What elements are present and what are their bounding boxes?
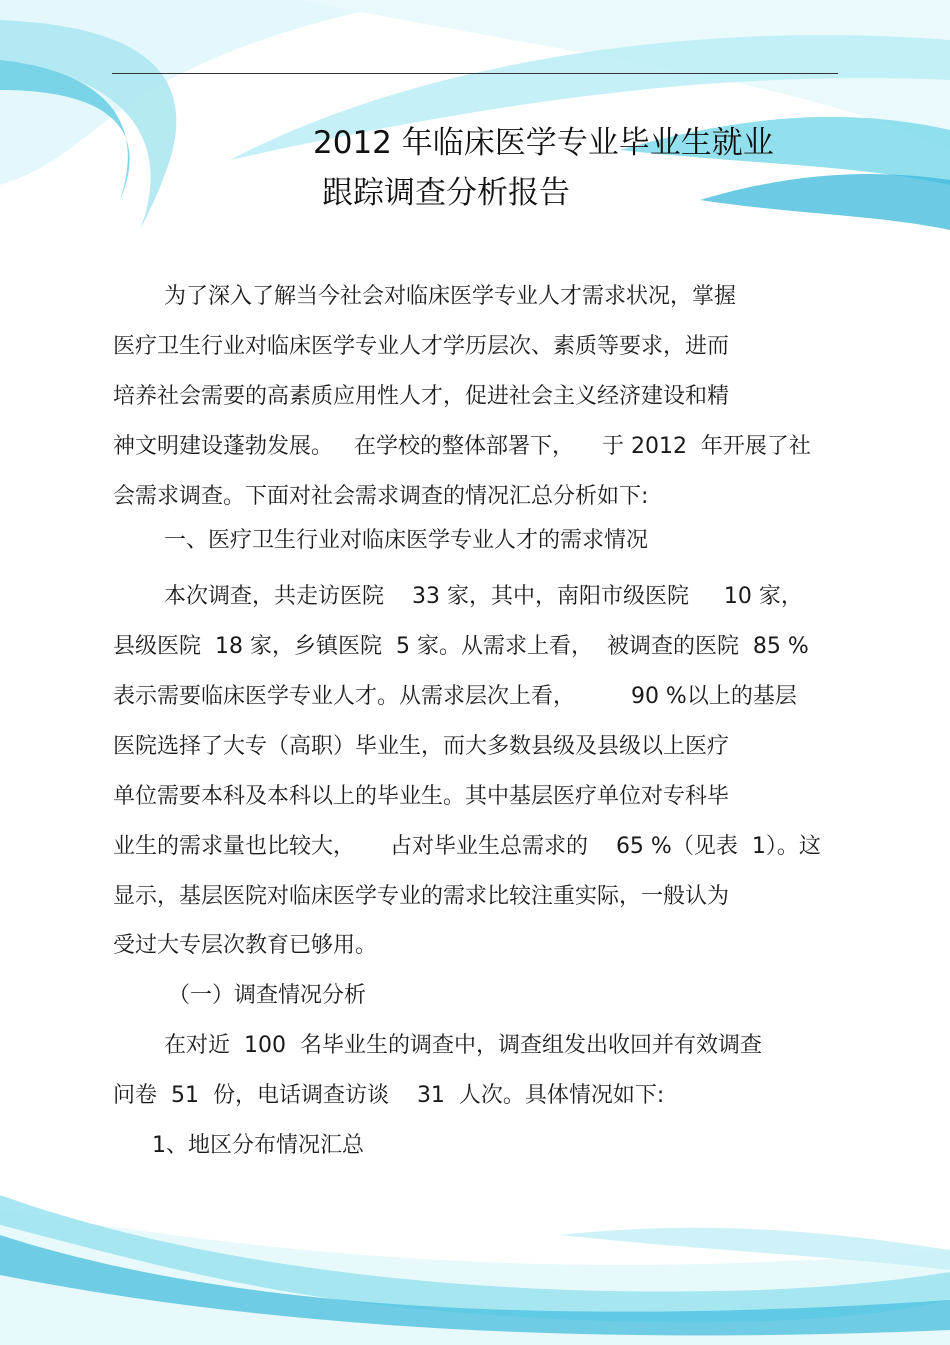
subsection-heading: （一）调查情况分析 — [168, 983, 367, 1008]
header-rule — [112, 73, 838, 74]
body-line: 县级医院 18 家，乡镇医院 5 家。从需求上看， 被调查的医院 85 % — [113, 634, 809, 659]
body-line: 为了深入了解当今社会对临床医学专业人才需求状况，掌握 — [164, 284, 737, 309]
page-title-line-2: 跟踪调查分析报告 — [322, 175, 570, 211]
section-heading: 一、医疗卫生行业对临床医学专业人才的需求情况 — [164, 528, 649, 553]
page-title-line-1: 2012 年临床医学专业毕业生就业 — [313, 125, 774, 161]
body-line: 本次调查，共走访医院 33 家，其中，南阳市级医院 10 家， — [164, 584, 803, 609]
body-line: 表示需要临床医学专业人才。从需求层次上看， 90 %以上的基层 — [113, 684, 797, 709]
body-line: 受过大专层次教育已够用。 — [113, 933, 378, 958]
body-line: 神文明建设蓬勃发展。 在学校的整体部署下， 于 2012 年开展了社 — [113, 434, 811, 459]
body-line: 显示，基层医院对临床医学专业的需求比较注重实际，一般认为 — [113, 884, 730, 909]
body-line: 会需求调查。下面对社会需求调查的情况汇总分析如下: — [113, 484, 649, 509]
body-line: 医院选择了大专（高职）毕业生，而大多数县级及县级以上医疗 — [113, 734, 730, 759]
body-line: 医疗卫生行业对临床医学专业人才学历层次、素质等要求，进而 — [113, 334, 730, 359]
list-heading: 1、地区分布情况汇总 — [152, 1133, 364, 1158]
body-line: 业生的需求量也比较大， 占对毕业生总需求的 65 %（见表 1）。这 — [113, 834, 821, 859]
body-line: 单位需要本科及本科以上的毕业生。其中基层医疗单位对专科毕 — [113, 784, 730, 809]
body-line: 在对近 100 名毕业生的调查中，调查组发出收回并有效调查 — [164, 1033, 762, 1058]
body-line: 培养社会需要的高素质应用性人才，促进社会主义经济建设和精 — [113, 384, 730, 409]
body-line: 问卷 51 份，电话调查访谈 31 人次。具体情况如下: — [113, 1083, 665, 1108]
